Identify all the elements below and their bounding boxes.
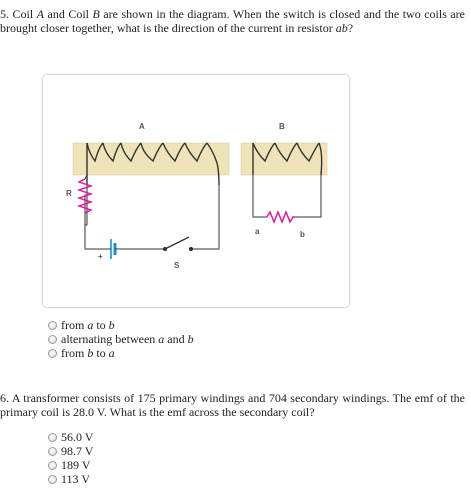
q5-option-1[interactable]: [48, 318, 194, 332]
resistor-r: [79, 179, 91, 213]
question-5: [0, 7, 465, 35]
question-5-text: Coil A and Coil B are shown in the diagram. When the switch is closed and the two coils are brought closer together, what is the direction of the current in resistor ab?: [0, 7, 466, 35]
q6-option-1-label: 56.0 V: [61, 430, 94, 444]
q6-option-3[interactable]: [48, 458, 93, 472]
q6-option-3-label: 189 V: [61, 458, 91, 472]
radio-button[interactable]: [48, 321, 57, 330]
coil-b-core: [241, 143, 327, 175]
switch-s: [163, 237, 192, 251]
label-r: R: [66, 189, 72, 198]
q5-option-2[interactable]: [48, 332, 194, 346]
label-coil-a: A: [139, 122, 145, 131]
resistor-ab: [267, 212, 295, 222]
radio-button[interactable]: [48, 335, 57, 344]
radio-button[interactable]: [48, 461, 57, 470]
coil-diagram: [42, 74, 350, 308]
radio-button[interactable]: [48, 349, 57, 358]
q6-option-4[interactable]: [48, 472, 93, 486]
radio-button[interactable]: [48, 475, 57, 484]
radio-button[interactable]: [48, 447, 57, 456]
label-b: b: [300, 230, 305, 239]
coil-circuit-figure: [43, 75, 349, 307]
question-5-number: 5.: [0, 7, 9, 21]
q5-option-1-label: from a to b: [61, 318, 115, 332]
question-6-text: A transformer consists of 175 primary windings and 704 secondary windings. The emf of the primary coil is 28.0 V. What is the emf across the secondary coil?: [0, 391, 465, 419]
q6-option-4-label: 113 V: [61, 472, 91, 486]
q6-option-2[interactable]: [48, 444, 93, 458]
question-6-number: 6.: [0, 391, 9, 405]
question-6: [0, 391, 465, 419]
label-plus: +: [98, 252, 103, 261]
q5-option-2-label: alternating between a and b: [61, 332, 194, 346]
q5-option-3-label: from b to a: [61, 346, 115, 360]
q5-option-3[interactable]: [48, 346, 194, 360]
label-s: S: [174, 261, 180, 270]
battery: [111, 239, 115, 259]
label-a: a: [255, 227, 260, 236]
circuit-a-wires: [85, 185, 219, 249]
q6-option-2-label: 98.7 V: [61, 444, 94, 458]
question-5-options: [48, 318, 194, 360]
question-6-options: [48, 430, 93, 486]
circuit-b-wires: [253, 175, 321, 217]
q6-option-1[interactable]: [48, 430, 93, 444]
radio-button[interactable]: [48, 433, 57, 442]
label-coil-b: B: [279, 122, 285, 131]
